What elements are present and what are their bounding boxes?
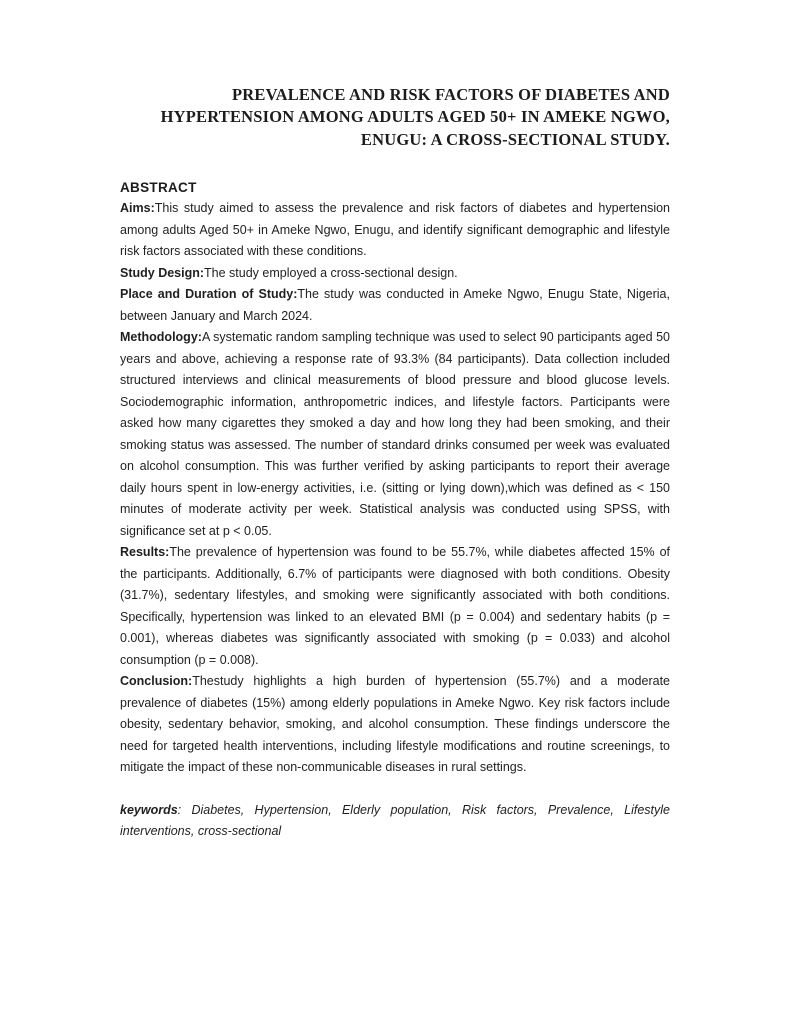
paper-title-line-3: ENUGU: A CROSS-SECTIONAL STUDY. [360,129,670,149]
abstract-section-place-duration [120,284,670,327]
section-label-methodology: Methodology: [120,330,202,344]
section-label-conclusion: Conclusion: [120,674,193,688]
section-text-conclusion: Thestudy highlights a high burden of hypertension (55.7%) and a moderate prevalence of diabetes (15%) among elderly populations in Ameke Ngwo. Key risk factors include obesity, sedentary behavior, smoking, and alcohol consumption. These findings underscore the need for targeted health interventions, including lifestyle modifications and routine screenings, to mitigate the impact of these non-communicable diseases in rural settings. [120,674,670,774]
paper-title-line-1: PREVALENCE AND RISK FACTORS OF DIABETES AND [232,85,670,104]
section-label-aims: Aims: [120,201,155,215]
section-text-aims: This study aimed to assess the prevalence and risk factors of diabetes and hypertension among adults Aged 50+ in Ameke Ngwo, Enugu, and identify significant demographic and lifestyle risk factors associated with these conditions. [120,201,670,258]
abstract-section-results [120,542,670,671]
abstract-section-methodology [120,327,670,542]
keywords-line [120,800,670,843]
section-text-place-duration: The study was conducted in Ameke Ngwo, Enugu State, Nigeria, between January and March 2024. [120,287,670,323]
abstract-body [120,198,670,843]
paper-title-line-2: HYPERTENSION AMONG ADULTS AGED 50+ IN AMEKE NGWO, [160,107,670,127]
section-label-results: Results: [120,545,170,559]
abstract-heading: ABSTRACT [120,180,197,195]
abstract-section-study-design [120,263,670,285]
section-label-place-duration: Place and Duration of Study: [120,287,298,301]
section-label-study-design: Study Design: [120,265,205,280]
keywords-label: keywords [120,802,178,817]
section-text-results: The prevalence of hypertension was found to be 55.7%, while diabetes affected 15% of the participants. Additionally, 6.7% of participants were diagnosed with both conditions. Obesity (31.7%), sedentary lifestyles, and smoking were significantly associated with both conditions. Specifically, hypertension was linked to an elevated BMI (p = 0.004) and sedentary habits (p = 0.001), whereas diabetes was significantly associated with smoking (p = 0.033) and alcohol consumption (p = 0.008). [120,545,670,667]
section-text-methodology: A systematic random sampling technique was used to select 90 participants aged 50 years and above, achieving a response rate of 93.3% (84 participants). Data collection included structured interviews and clinical measurements of blood pressure and blood glucose levels. Sociodemographic information, anthropometric indices, and lifestyle factors. Participants were asked how many cigarettes they smoked a day and how long they had been smoking, and their smoking status was assessed. The number of standard drinks consumed per week was evaluated on alcohol consumption. This was further verified by asking participants to report their average daily hours spent in low-energy activities, i.e. (sitting or lying down),which was defined as < 150 minutes of moderate activity per week. Statistical analysis was conducted using SPSS, with significance set at p < 0.05. [120,330,670,538]
abstract-section-conclusion [120,671,670,779]
paper-title [120,84,670,151]
section-text-study-design: The study employed a cross-sectional design. [204,265,458,280]
abstract-section-aims [120,198,670,263]
keywords-text: : Diabetes, Hypertension, Elderly population, Risk factors, Prevalence, Lifestyle interventions, cross-sectional [120,802,670,838]
